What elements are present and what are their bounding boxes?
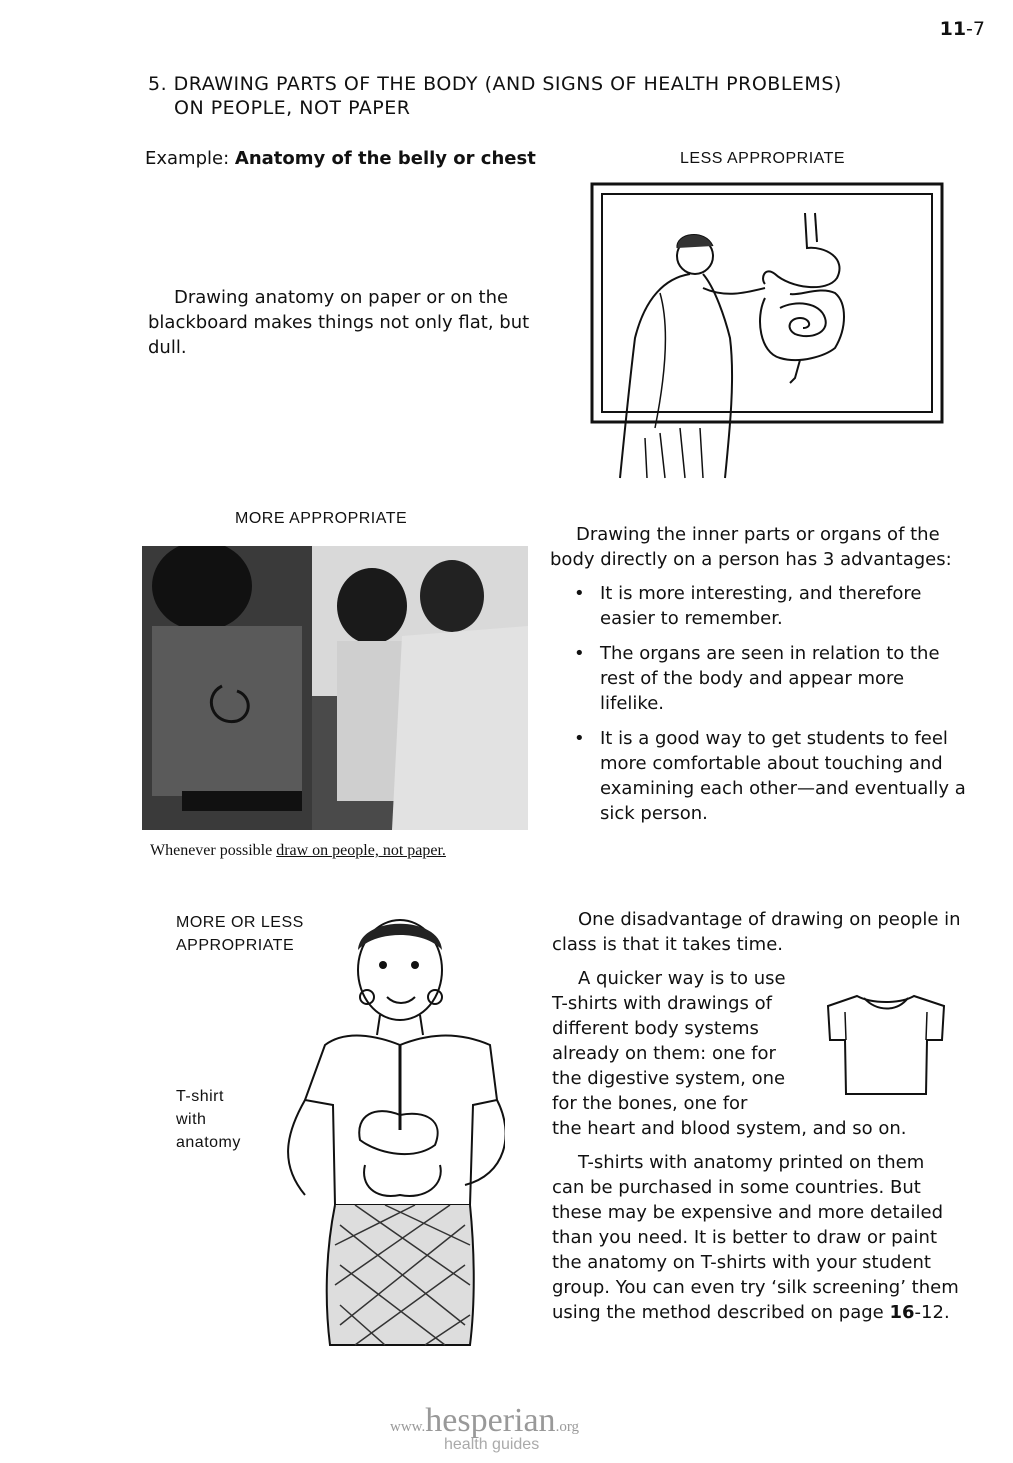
- tshirt-paragraph-3: T-shirts with anatomy printed on them can be purchased in some countries. But these may be expensive and more detailed than you need. It is better to draw or paint the anatomy on T-shirts with your student group. You can even try ‘silk screening’ them using the method described on page 16-12.: [552, 1152, 959, 1323]
- heading-line-1: 5. DRAWING PARTS OF THE BODY (AND SIGNS OF HEALTH PROBLEMS): [148, 73, 842, 95]
- blackboard-illustration: [585, 178, 947, 488]
- advantages-intro: Drawing the inner parts or organs of the body directly on a person has 3 advantages:: [550, 524, 952, 570]
- tshirt-anatomy-illustration: [265, 905, 505, 1355]
- photo-caption: Whenever possible draw on people, not paper.: [150, 842, 446, 859]
- advantages-block: [550, 522, 970, 836]
- tshirt-icon: [822, 990, 950, 1102]
- tshirt-paragraph-1: One disadvantage of drawing on people in class is that it takes time.: [552, 909, 961, 955]
- tshirt-text-block: [552, 907, 962, 1334]
- list-item: • It is a good way to get students to feel more comfortable about touching and examining each other—and eventually a sick person.: [550, 726, 970, 826]
- advantages-list: [550, 581, 970, 826]
- example-topic: Anatomy of the belly or chest: [234, 148, 536, 169]
- tshirt-anatomy-label: T-shirt with anatomy: [176, 1088, 241, 1151]
- less-appropriate-label: LESS APPROPRIATE: [680, 150, 846, 167]
- example-line: Example: Anatomy of the belly or chest: [145, 148, 536, 169]
- tshirt-paragraph-2: A quicker way is to use T-shirts with drawings of different body systems already on them: one for the digestive system, one for the bones, one for the heart and blood system, and so on.: [552, 968, 907, 1139]
- more-or-less-label: MORE OR LESS APPROPRIATE: [176, 914, 304, 954]
- photo-drawing-on-person: [142, 546, 528, 830]
- hesperian-watermark: www.hesperian.org health guides: [390, 1402, 580, 1453]
- list-item: • The organs are seen in relation to the rest of the body and appear more lifelike.: [550, 641, 970, 716]
- heading-line-2: ON PEOPLE, NOT PAPER: [174, 97, 411, 119]
- page-number: 11-7: [939, 18, 985, 40]
- more-appropriate-label: MORE APPROPRIATE: [235, 510, 408, 527]
- section-heading: [148, 72, 842, 120]
- less-appropriate-text: Drawing anatomy on paper or on the blackboard makes things not only flat, but dull.: [148, 287, 530, 358]
- list-item: • It is more interesting, and therefore easier to remember.: [550, 581, 970, 631]
